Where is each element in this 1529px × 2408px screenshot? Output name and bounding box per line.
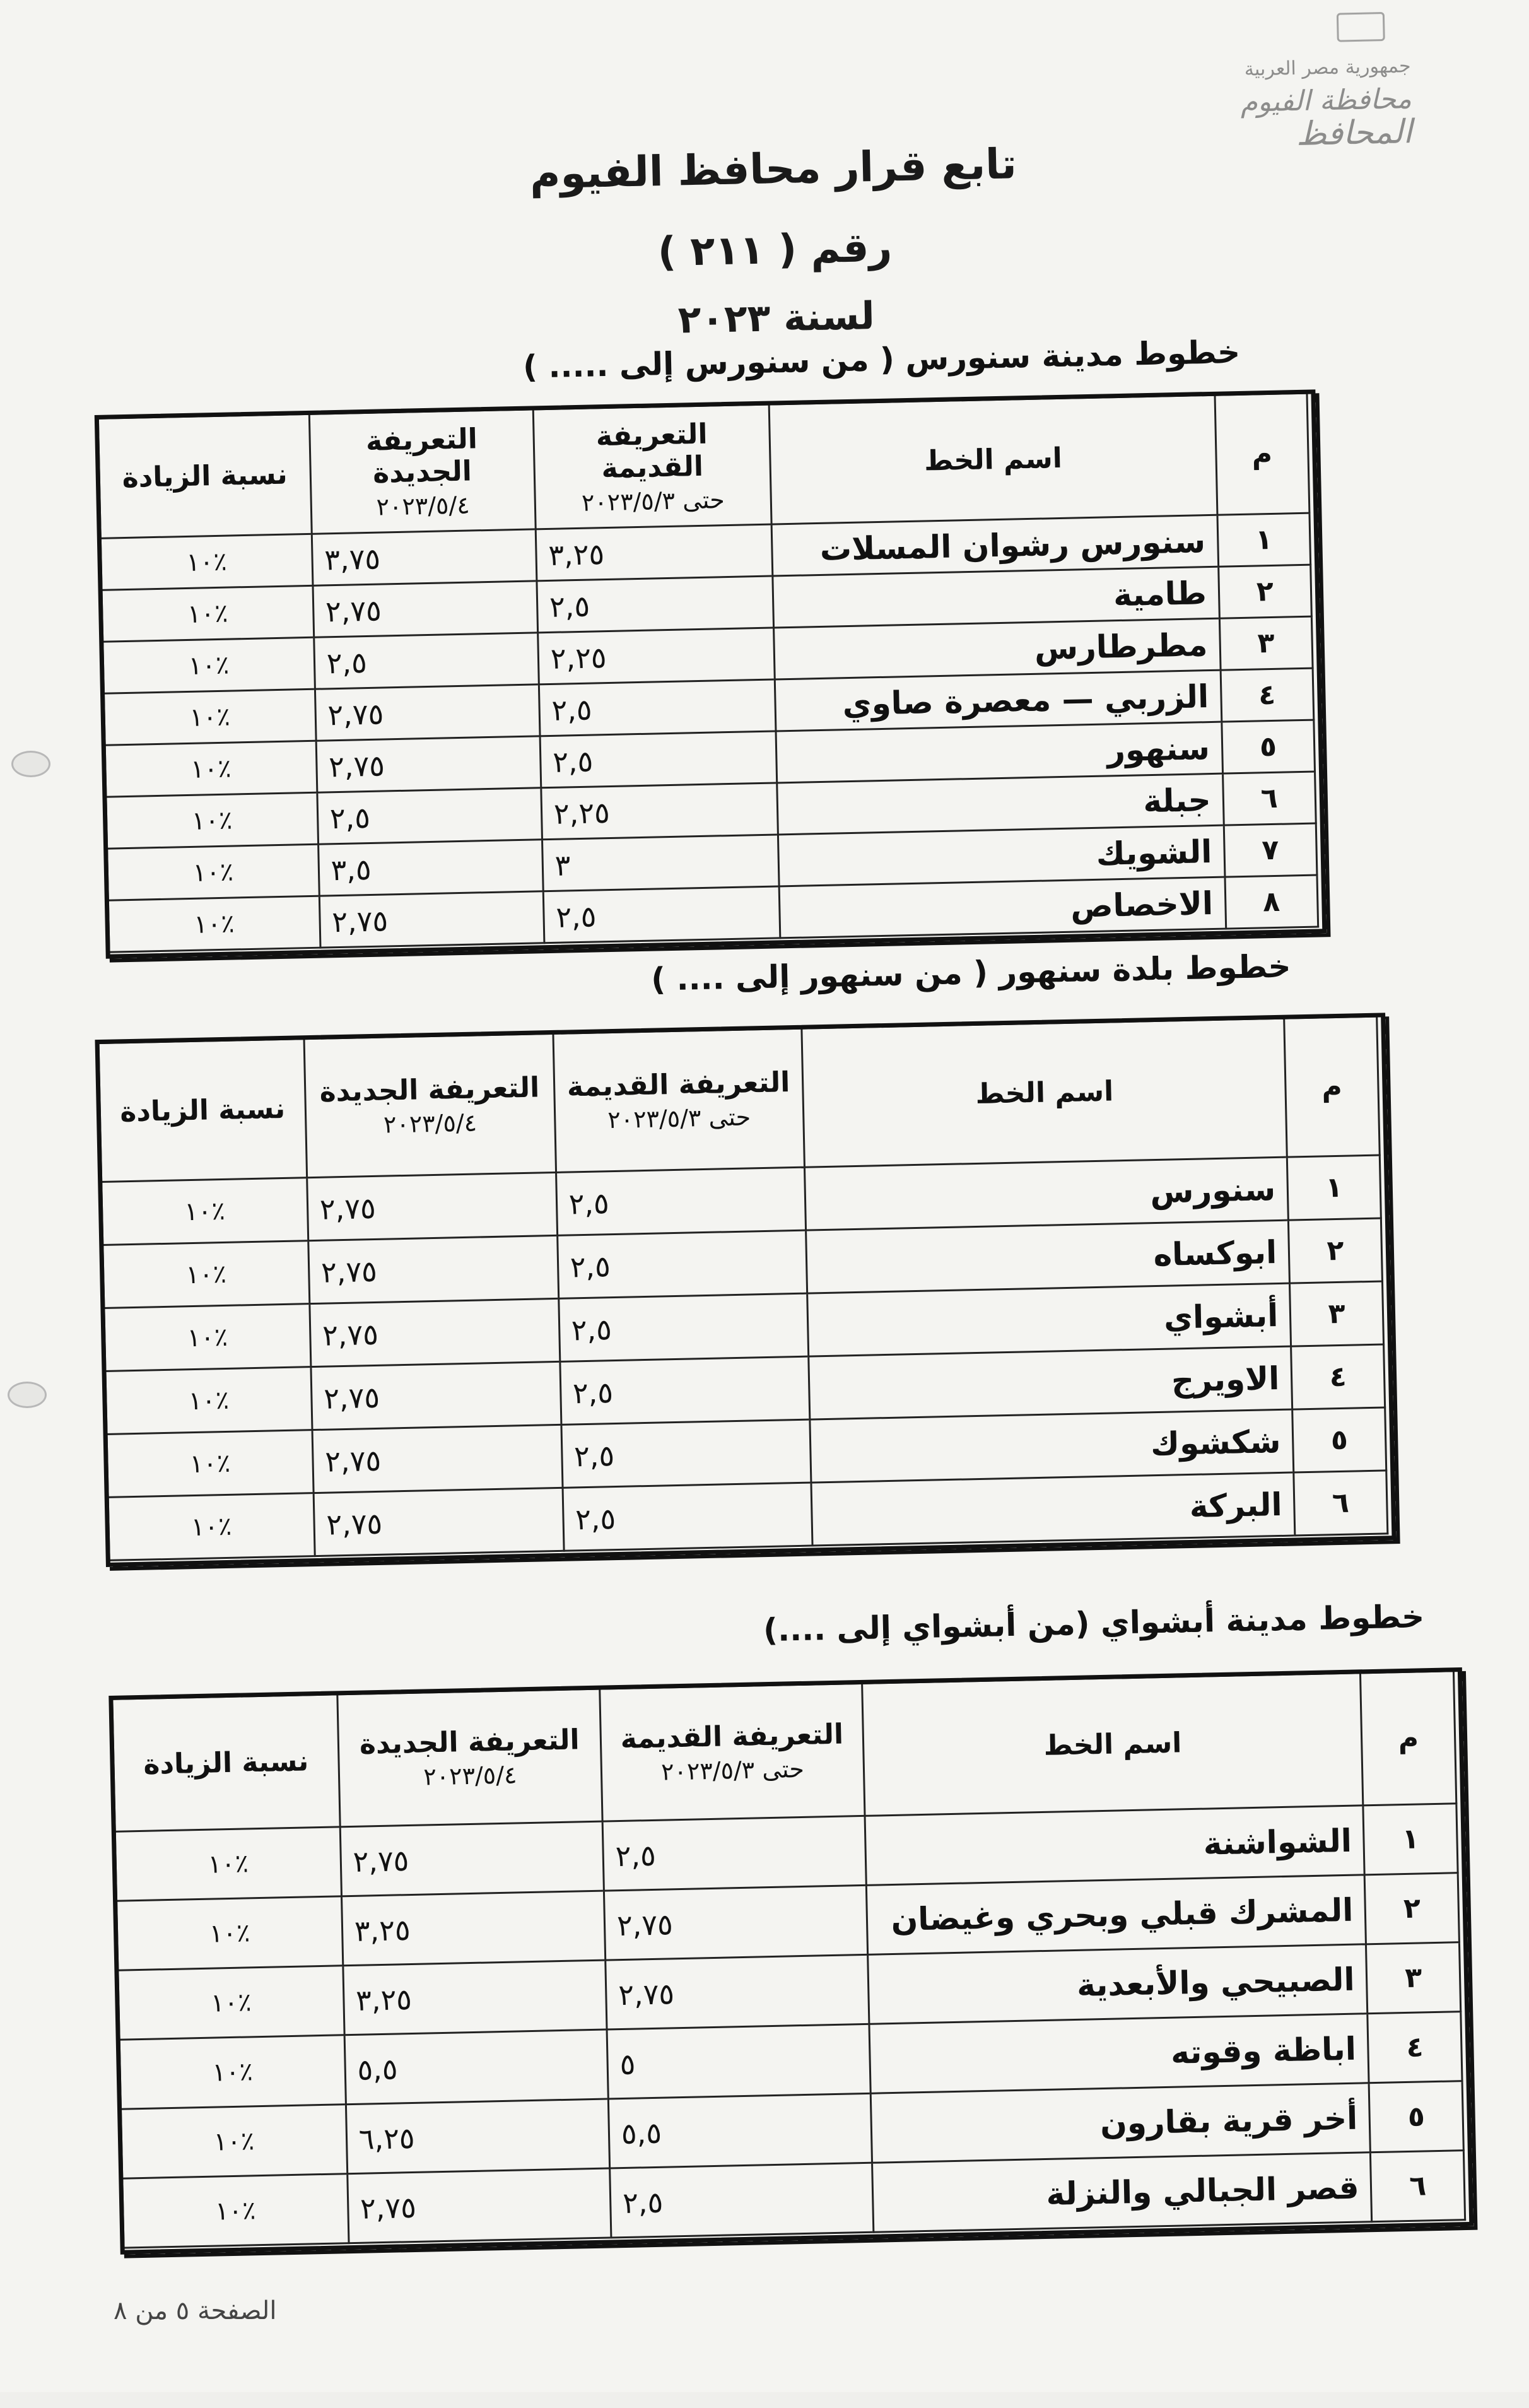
col-header-number-label: م <box>1398 1722 1419 1755</box>
line-name: الشواشنة <box>865 1806 1364 1886</box>
new-fare: ٣,٢٥ <box>341 1891 605 1966</box>
line-name: طامية <box>773 567 1219 628</box>
increase-percent: ٪١٠ <box>104 1304 311 1371</box>
old-fare: ٢,٧٥ <box>604 1885 867 1960</box>
new-fare: ٦,٢٥ <box>346 2099 609 2174</box>
line-name: قصر الجبالي والنزلة <box>872 2153 1372 2233</box>
row-number: ٣ <box>1219 616 1313 670</box>
col-header-new-fare-date: ٢٠٢٣/٥/٤ <box>423 1761 517 1791</box>
line-name: سنورس <box>805 1157 1289 1230</box>
new-fare: ٢,٧٥ <box>347 2168 611 2243</box>
col-header-new-fare-label: التعريفة الجديدة <box>319 1071 540 1108</box>
line-name: سنورس رشوان المسلات <box>771 515 1218 576</box>
row-number: ٥ <box>1221 720 1315 773</box>
old-fare: ٣ <box>542 835 779 891</box>
decree-year: لسنة ٢٠٢٣ <box>677 294 876 343</box>
new-fare: ٢,٧٥ <box>313 1488 564 1556</box>
line-name: الشويك <box>778 825 1225 886</box>
line-name: ابوكساه <box>806 1220 1290 1293</box>
increase-percent: ٪١٠ <box>105 1367 312 1435</box>
increase-percent: ٪١٠ <box>105 741 317 797</box>
row-number: ٦ <box>1222 772 1316 825</box>
table-frame <box>108 1667 1473 2255</box>
section-title-sanouris: خطوط مدينة سنورس ( من سنورس إلى ..... ) <box>522 333 1241 385</box>
new-fare: ٢,٥ <box>317 788 542 844</box>
new-fare: ٥,٥ <box>344 2029 608 2105</box>
new-fare: ٢,٧٥ <box>312 1424 563 1493</box>
old-fare: ٢,٥ <box>543 886 780 943</box>
row-number: ٥ <box>1369 2081 1464 2153</box>
seal-governorate: محافظة الفيوم <box>1240 83 1412 119</box>
row-number: ٧ <box>1224 823 1317 877</box>
old-fare: ٢,٥ <box>558 1293 809 1361</box>
emblem-icon <box>1337 12 1385 42</box>
col-header-increase-label: نسبة الزيادة <box>122 458 288 495</box>
col-header-old-fare-label: التعريفة القديمة <box>620 1718 844 1755</box>
new-fare: ٢,٧٥ <box>313 581 538 637</box>
col-header-new-fare-date: ٢٠٢٣/٥/٤ <box>383 1108 477 1139</box>
col-header-number-label: م <box>1321 1070 1343 1103</box>
increase-percent: ٪١٠ <box>107 1430 313 1498</box>
col-header-new-fare-label: التعريفة الجديدة <box>365 422 478 490</box>
row-number: ٢ <box>1289 1218 1383 1283</box>
increase-percent: ٪١٠ <box>102 1178 308 1245</box>
new-fare: ٢,٧٥ <box>340 1821 604 1896</box>
old-fare: ٢,٥ <box>563 1483 813 1551</box>
line-name: المشرك قبلي وبحري وغيضان <box>866 1875 1366 1955</box>
decree-heading: تابع قرار محافظ الفيوم <box>529 139 1017 199</box>
line-name: اباظة وقوته <box>869 2014 1369 2094</box>
increase-percent: ٪١٠ <box>107 844 319 900</box>
new-fare: ٢,٧٥ <box>311 1361 561 1430</box>
line-name: الصبيحي والأبعدية <box>868 1944 1368 2024</box>
page-number: الصفحة ٥ من ٨ <box>114 2296 277 2325</box>
increase-percent: ٪١٠ <box>119 2035 346 2109</box>
increase-percent: ٪١٠ <box>102 585 313 642</box>
line-name: شكشوك <box>810 1409 1294 1483</box>
section-title-sanhour: خطوط بلدة سنهور ( من سنهور إلى .... ) <box>650 948 1292 998</box>
col-header-number-label: م <box>1251 437 1273 471</box>
line-name: مطرطارس <box>774 618 1221 679</box>
col-header-new-fare-label: التعريفة الجديدة <box>359 1724 580 1761</box>
line-name: الاخصاص <box>779 877 1226 938</box>
increase-percent: ٪١٠ <box>117 1896 343 1970</box>
new-fare: ٢,٧٥ <box>310 1298 560 1366</box>
col-header-line-name-label: اسم الخط <box>975 1075 1114 1110</box>
increase-percent: ٪١٠ <box>103 637 315 693</box>
col-header-new-fare-date: ٢٠٢٣/٥/٤ <box>376 491 471 521</box>
row-number: ٢ <box>1218 565 1311 618</box>
col-header-increase-label: نسبة الزيادة <box>119 1092 286 1129</box>
increase-percent: ٪١٠ <box>108 896 320 952</box>
old-fare: ٢,٥ <box>539 679 776 736</box>
row-number: ١ <box>1287 1155 1381 1220</box>
row-number: ١ <box>1363 1804 1458 1875</box>
col-header-old-fare-date: حتى ٢٠٢٣/٥/٣ <box>581 485 725 517</box>
col-header-line-name-label: اسم الخط <box>1043 1727 1182 1762</box>
col-header-increase-label: نسبة الزيادة <box>143 1745 309 1781</box>
old-fare: ٢,٥ <box>557 1230 807 1298</box>
row-number: ٢ <box>1365 1873 1460 1944</box>
old-fare: ٢,٥ <box>602 1816 866 1891</box>
old-fare: ٢,٢٥ <box>541 783 778 840</box>
line-name: جبلة <box>777 773 1224 835</box>
section-title-ibshway: خطوط مدينة أبشواي (من أبشواي إلى ....) <box>763 1598 1425 1649</box>
row-number: ٤ <box>1221 668 1314 722</box>
old-fare: ٢,٥ <box>537 576 774 633</box>
new-fare: ٢,٧٥ <box>315 684 540 741</box>
increase-percent: ٪١٠ <box>115 1827 341 1901</box>
increase-percent: ٪١٠ <box>108 1493 315 1561</box>
line-name: أخر قرية بقارون <box>870 2083 1370 2163</box>
new-fare: ٣,٧٥ <box>312 529 537 585</box>
col-header-line-name-label: اسم الخط <box>923 442 1063 478</box>
increase-percent: ٪١٠ <box>118 1966 344 2040</box>
increase-percent: ٪١٠ <box>100 534 312 590</box>
old-fare: ٢,٥ <box>559 1356 810 1424</box>
old-fare: ٥ <box>607 2024 870 2099</box>
row-number: ٨ <box>1225 875 1318 929</box>
row-number: ١ <box>1217 513 1311 567</box>
col-header-old-fare-label: التعريفة القديمة <box>566 1066 790 1103</box>
line-name: سنهور <box>776 722 1222 783</box>
new-fare: ٢,٧٥ <box>308 1235 559 1303</box>
new-fare: ٢,٧٥ <box>307 1172 557 1240</box>
row-number: ٤ <box>1291 1344 1385 1409</box>
new-fare: ٣,٢٥ <box>343 1960 607 2035</box>
table-frame <box>95 1013 1396 1567</box>
old-fare: ٣,٢٥ <box>536 524 773 581</box>
seal-ministry: جمهورية مصر العربية <box>1244 55 1411 81</box>
new-fare: ٢,٧٥ <box>319 891 544 948</box>
table-frame <box>95 389 1327 958</box>
line-name: الزربي — معصرة صاوي <box>775 670 1222 731</box>
line-name: الاويرج <box>809 1346 1292 1419</box>
old-fare: ٢,٥ <box>561 1419 811 1488</box>
row-number: ٦ <box>1371 2151 1465 2222</box>
old-fare: ٢,٥ <box>540 731 777 788</box>
increase-percent: ٪١٠ <box>103 1241 310 1308</box>
new-fare: ٣,٥ <box>318 840 543 896</box>
seal-title: المحافظ <box>1296 113 1413 153</box>
increase-percent: ٪١٠ <box>104 689 316 745</box>
row-number: ٤ <box>1368 2012 1462 2083</box>
governor-seal <box>1208 11 1412 153</box>
old-fare: ٢,٥ <box>556 1167 806 1235</box>
col-header-old-fare-date: حتى ٢٠٢٣/٥/٣ <box>660 1754 805 1786</box>
col-header-old-fare-label: التعريفة القديمة <box>595 418 708 485</box>
row-number: ٣ <box>1366 1942 1461 2014</box>
increase-percent: ٪١٠ <box>121 2105 348 2178</box>
row-number: ٣ <box>1290 1281 1384 1346</box>
line-name: البركة <box>811 1472 1295 1546</box>
old-fare: ٢,٥ <box>610 2163 874 2238</box>
col-header-old-fare-date: حتى ٢٠٢٣/٥/٣ <box>607 1103 751 1134</box>
old-fare: ٢,٢٥ <box>537 628 775 684</box>
decree-number: رقم ( ٢١١ ) <box>657 224 893 276</box>
increase-percent: ٪١٠ <box>106 792 318 849</box>
row-number: ٦ <box>1294 1471 1388 1536</box>
new-fare: ٢,٧٥ <box>316 736 541 792</box>
increase-percent: ٪١٠ <box>122 2174 349 2248</box>
row-number: ٥ <box>1292 1407 1386 1472</box>
line-name: أبشواي <box>807 1283 1291 1356</box>
old-fare: ٢,٧٥ <box>606 1954 869 2029</box>
new-fare: ٢,٥ <box>313 633 539 689</box>
old-fare: ٥,٥ <box>608 2093 872 2168</box>
